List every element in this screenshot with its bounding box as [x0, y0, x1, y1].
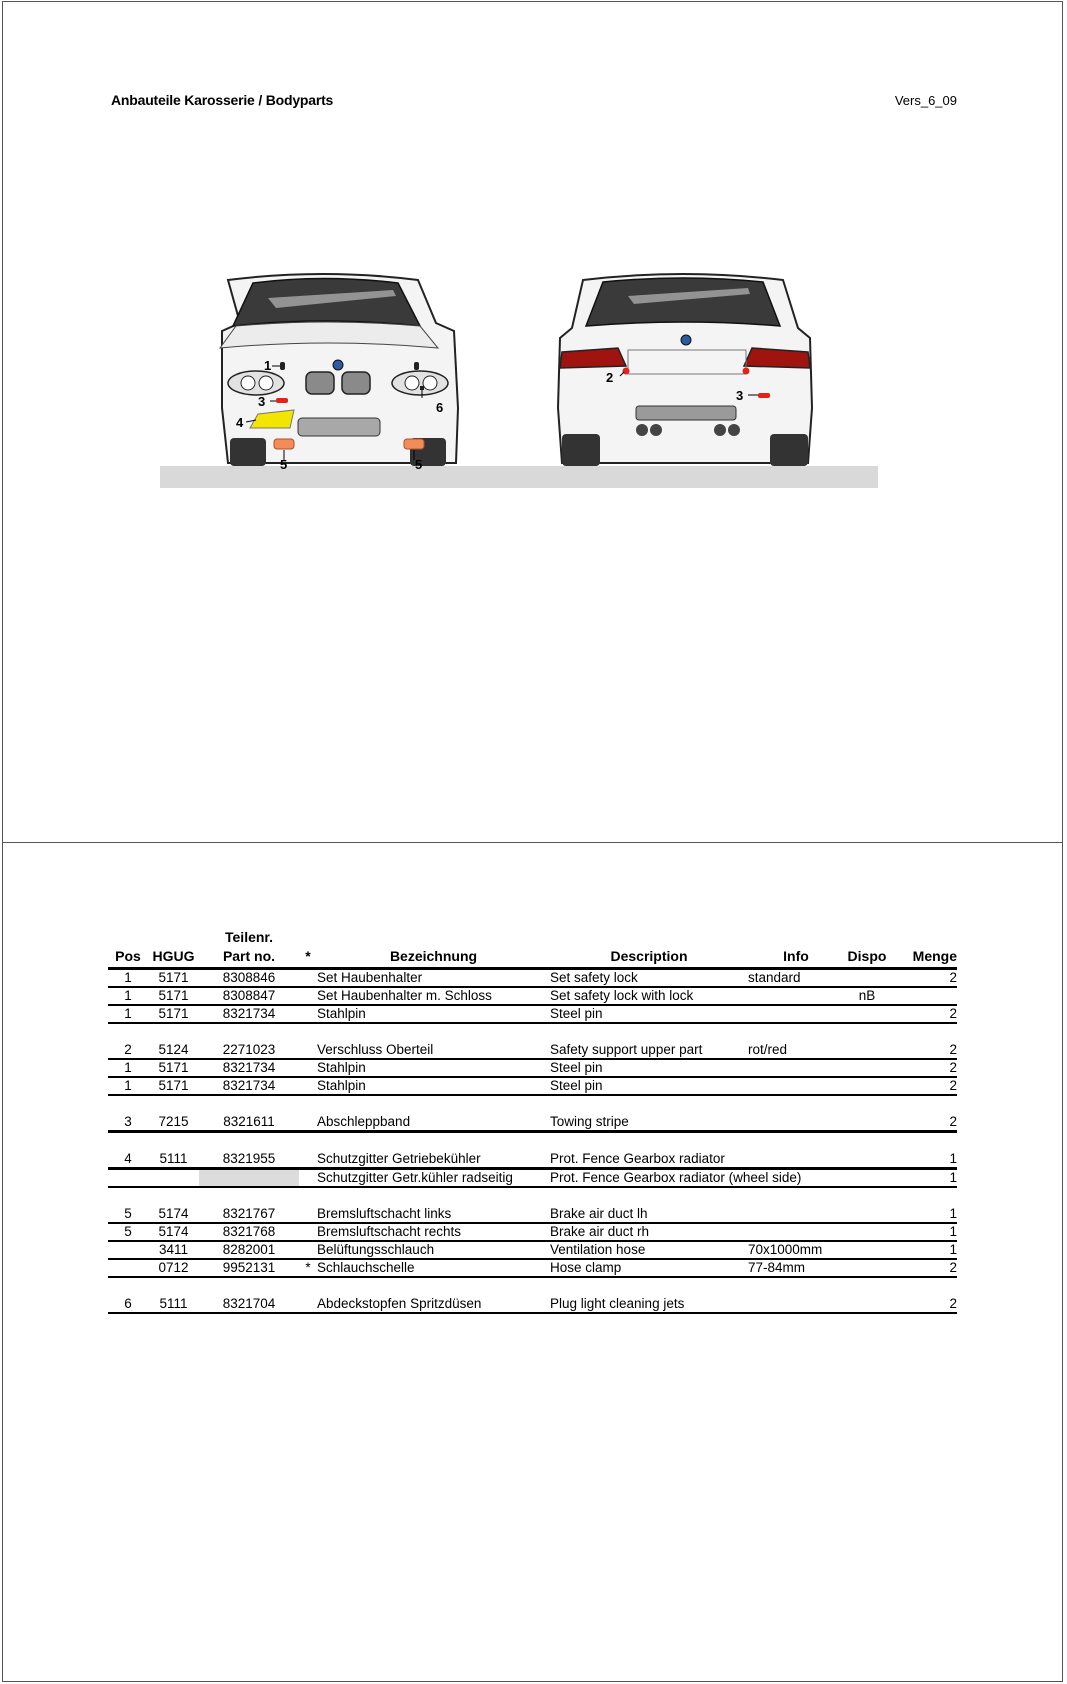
- cell-info: 77-84mm: [748, 1259, 844, 1277]
- right-tail-light: [744, 348, 810, 368]
- jet-plug-marker: [420, 386, 424, 390]
- cell-info: [748, 1206, 844, 1223]
- cell-dispo: [844, 1223, 890, 1241]
- callout-number: 3: [258, 394, 266, 409]
- callout-number: 5: [415, 457, 423, 472]
- cell-pos: [108, 1169, 148, 1188]
- parts-table: [108, 928, 957, 1314]
- cell-desc: Hose clamp: [550, 1259, 748, 1277]
- cell-part: 8321734: [199, 1059, 299, 1077]
- cell-part: 2271023: [199, 1042, 299, 1059]
- cell-menge: 2: [890, 1114, 957, 1132]
- cell-desc: Steel pin: [550, 1005, 748, 1023]
- callout-number: 2: [606, 370, 614, 385]
- cell-bez: Schutzgitter Getr.kühler radseitig: [317, 1169, 550, 1188]
- cell-menge: 2: [890, 1059, 957, 1077]
- cell-pos: 3: [108, 1114, 148, 1132]
- cell-part: 8321734: [199, 1077, 299, 1095]
- cell-menge: 2: [890, 1005, 957, 1023]
- cell-bez: Schutzgitter Getriebekühler: [317, 1151, 550, 1169]
- col-header-bezeichnung: Bezeichnung: [317, 928, 550, 969]
- cell-desc: Brake air duct rh: [550, 1223, 748, 1241]
- cell-pos: [108, 1241, 148, 1259]
- spacer-cell: [108, 1187, 957, 1206]
- cell-star: [299, 1114, 317, 1132]
- cell-part: 8321955: [199, 1151, 299, 1169]
- cell-hgug: 5171: [148, 1077, 199, 1095]
- cell-bez: Stahlpin: [317, 1077, 550, 1095]
- document-title: Anbauteile Karosserie / Bodyparts: [111, 92, 334, 108]
- table-row: [108, 1241, 957, 1259]
- cell-pos: [108, 1259, 148, 1277]
- col-header-menge: Menge: [890, 928, 957, 969]
- cell-info: [748, 1223, 844, 1241]
- col-header-info: Info: [748, 928, 844, 969]
- car-rear-view: [558, 274, 812, 466]
- table-row: [108, 1206, 957, 1223]
- towing-stripe-marker: [758, 393, 770, 398]
- cell-part: 8321734: [199, 1005, 299, 1023]
- cell-dispo: [844, 1169, 890, 1188]
- cell-menge: [890, 987, 957, 1005]
- cell-menge: 2: [890, 1296, 957, 1313]
- spacer-cell: [108, 1023, 957, 1042]
- table-row: [108, 1005, 957, 1023]
- cell-star: [299, 1151, 317, 1169]
- cell-menge: 1: [890, 1241, 957, 1259]
- cell-info: 70x1000mm: [748, 1241, 844, 1259]
- cell-desc: Prot. Fence Gearbox radiator (wheel side): [550, 1170, 802, 1185]
- rear-window: [586, 278, 780, 326]
- cell-bez: Verschluss Oberteil: [317, 1042, 550, 1059]
- cell-pos: 2: [108, 1042, 148, 1059]
- col-header-description: Description: [550, 928, 748, 969]
- callout-number: 3: [736, 388, 744, 403]
- cell-desc: Safety support upper part: [550, 1042, 748, 1059]
- cell-dispo: [844, 1005, 890, 1023]
- cell-menge: 1: [890, 1151, 957, 1169]
- cell-dispo: [844, 1241, 890, 1259]
- cell-pos: 1: [108, 1077, 148, 1095]
- callout-number: 4: [236, 415, 244, 430]
- callout-number: 5: [280, 457, 288, 472]
- cell-part: 8321704: [199, 1296, 299, 1313]
- cell-hgug: 5171: [148, 1059, 199, 1077]
- cell-hgug: 5171: [148, 987, 199, 1005]
- table-row: [108, 1223, 957, 1241]
- cell-pos: 1: [108, 1059, 148, 1077]
- safety-support-marker: [743, 368, 750, 375]
- col-header-hgug: HGUG: [148, 928, 199, 969]
- cell-star: [299, 1042, 317, 1059]
- car-front-view: [220, 274, 458, 472]
- cell-menge: 2: [890, 969, 957, 988]
- cell-info: [748, 1077, 844, 1095]
- cell-info: rot/red: [748, 1042, 844, 1059]
- table-spacer-row: [108, 1277, 957, 1296]
- table-row: [108, 1042, 957, 1059]
- cell-star: [299, 1296, 317, 1313]
- table-row: [108, 1259, 957, 1277]
- cell-star: [299, 969, 317, 988]
- cell-bez: Stahlpin: [317, 1059, 550, 1077]
- cell-bez: Bremsluftschacht links: [317, 1206, 550, 1223]
- cell-info: [748, 1059, 844, 1077]
- cell-star: [299, 1059, 317, 1077]
- cell-menge: 2: [890, 1077, 957, 1095]
- cell-dispo: [844, 969, 890, 988]
- cell-dispo: [844, 1206, 890, 1223]
- table-row: [108, 1114, 957, 1132]
- cell-part: 8321768: [199, 1223, 299, 1241]
- table-row: [108, 1296, 957, 1313]
- cell-hgug: 5174: [148, 1223, 199, 1241]
- cell-hgug: 5111: [148, 1296, 199, 1313]
- cell-desc: Steel pin: [550, 1059, 748, 1077]
- cell-dispo: [844, 1077, 890, 1095]
- cell-bez: Stahlpin: [317, 1005, 550, 1023]
- cell-dispo: nB: [844, 987, 890, 1005]
- brake-duct-marker: [274, 439, 294, 449]
- cell-desc: Steel pin: [550, 1077, 748, 1095]
- cell-hgug: 5171: [148, 969, 199, 988]
- part-header-line2: Part no.: [222, 948, 276, 964]
- cell-hgug: 5171: [148, 1005, 199, 1023]
- spacer-cell: [108, 1277, 957, 1296]
- towing-stripe-marker: [276, 398, 288, 403]
- cell-bez: Bremsluftschacht rechts: [317, 1223, 550, 1241]
- cell-part: 9952131: [199, 1259, 299, 1277]
- safety-support-marker: [623, 368, 630, 375]
- cell-star: [299, 1077, 317, 1095]
- cell-star: [299, 987, 317, 1005]
- cell-part: 8282001: [199, 1241, 299, 1259]
- table-row: [108, 969, 957, 988]
- version-label: Vers_6_09: [894, 93, 957, 108]
- cell-bez: Set Haubenhalter: [317, 969, 550, 988]
- cell-part: [199, 1169, 299, 1188]
- cell-info: [748, 1296, 844, 1313]
- cell-hgug: 5124: [148, 1042, 199, 1059]
- table-spacer-row: [108, 1132, 957, 1152]
- table-spacer-row: [108, 1023, 957, 1042]
- cell-pos: 6: [108, 1296, 148, 1313]
- hood-lock-marker: [280, 362, 285, 370]
- hood-lock-marker: [414, 362, 419, 370]
- parts-table-body: [108, 969, 957, 1314]
- cell-bez: Abdeckstopfen Spritzdüsen: [317, 1296, 550, 1313]
- cell-pos: 4: [108, 1151, 148, 1169]
- cell-star: [299, 1206, 317, 1223]
- cell-star: [299, 1241, 317, 1259]
- cell-hgug: 5174: [148, 1206, 199, 1223]
- cell-pos: 5: [108, 1223, 148, 1241]
- part-header-line1: Teilenr.: [225, 929, 273, 945]
- cell-hgug: 5111: [148, 1151, 199, 1169]
- cell-pos: 1: [108, 969, 148, 988]
- cell-dispo: [844, 1259, 890, 1277]
- col-header-pos: Pos: [108, 928, 148, 969]
- cell-menge: 2: [890, 1042, 957, 1059]
- cell-info: [748, 1151, 844, 1169]
- left-tail-light: [560, 348, 626, 368]
- cell-info: [748, 1005, 844, 1023]
- table-row: [108, 1059, 957, 1077]
- cell-desc: Prot. Fence Gearbox radiator: [550, 1151, 748, 1169]
- cell-desc: Ventilation hose: [550, 1241, 748, 1259]
- table-row: [108, 987, 957, 1005]
- cell-dispo: [844, 1059, 890, 1077]
- col-header-dispo: Dispo: [844, 928, 890, 969]
- cell-hgug: 7215: [148, 1114, 199, 1132]
- cell-pos: 5: [108, 1206, 148, 1223]
- table-spacer-row: [108, 1187, 957, 1206]
- cell-star: [299, 1005, 317, 1023]
- cell-desc: Set safety lock with lock: [550, 987, 748, 1005]
- cell-menge: 1: [890, 1223, 957, 1241]
- cell-bez: Abschleppband: [317, 1114, 550, 1132]
- cell-dispo: [844, 1296, 890, 1313]
- cell-desc: Brake air duct lh: [550, 1206, 748, 1223]
- cell-bez: Belüftungsschlauch: [317, 1241, 550, 1259]
- col-header-part-no: [199, 928, 299, 969]
- table-spacer-row: [108, 1095, 957, 1114]
- cell-star: *: [299, 1259, 317, 1277]
- cell-info: [748, 1114, 844, 1132]
- cell-part: 8321767: [199, 1206, 299, 1223]
- callout-number: 1: [264, 358, 272, 373]
- cell-hgug: [148, 1169, 199, 1188]
- cell-hgug: 3411: [148, 1241, 199, 1259]
- spacer-cell: [108, 1132, 957, 1152]
- cell-pos: 1: [108, 1005, 148, 1023]
- cell-part: 8308846: [199, 969, 299, 988]
- cell-hgug: 0712: [148, 1259, 199, 1277]
- cell-menge: 2: [890, 1259, 957, 1277]
- cell-pos: 1: [108, 987, 148, 1005]
- cell-info: [748, 987, 844, 1005]
- table-row: [108, 1169, 957, 1188]
- car-illustration: [158, 268, 880, 494]
- cell-desc: Plug light cleaning jets: [550, 1296, 748, 1313]
- cell-star: [299, 1169, 317, 1188]
- table-header-row: [108, 928, 957, 969]
- cell-info: standard: [748, 969, 844, 988]
- cell-star: [299, 1223, 317, 1241]
- cell-menge: 1: [890, 1206, 957, 1223]
- cell-bez: Schlauchschelle: [317, 1259, 550, 1277]
- col-header-star: *: [299, 928, 317, 969]
- table-row: [108, 1077, 957, 1095]
- spacer-cell: [108, 1095, 957, 1114]
- cell-part: 8321611: [199, 1114, 299, 1132]
- cell-dispo: [844, 1151, 890, 1169]
- cell-menge: 1: [890, 1169, 957, 1188]
- cell-bez: Set Haubenhalter m. Schloss: [317, 987, 550, 1005]
- brake-duct-marker: [404, 439, 424, 449]
- cell-dispo: [844, 1114, 890, 1132]
- cell-desc: Towing stripe: [550, 1114, 748, 1132]
- ground-strip: [160, 466, 878, 488]
- table-row: [108, 1151, 957, 1169]
- callout-number: 6: [436, 400, 444, 415]
- cell-dispo: [844, 1042, 890, 1059]
- cell-part: 8308847: [199, 987, 299, 1005]
- cell-desc: Set safety lock: [550, 969, 748, 988]
